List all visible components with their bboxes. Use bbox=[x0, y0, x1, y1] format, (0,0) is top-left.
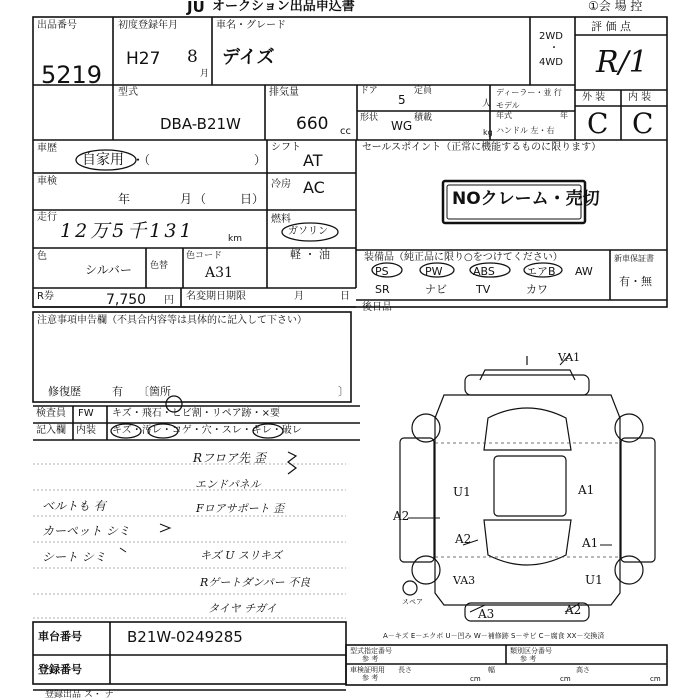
warranty-label: 新車保証書 bbox=[614, 254, 654, 263]
capacity-label: 定員 bbox=[414, 86, 433, 96]
model-spec-ref: 参 考 bbox=[362, 655, 379, 663]
handwritten-note: タイヤ チガイ bbox=[208, 602, 277, 615]
fuel-diesel: 軽 ・ 油 bbox=[290, 248, 330, 261]
history-close: ） bbox=[254, 153, 267, 167]
equipment-pw: PW bbox=[425, 265, 443, 278]
logo: JU bbox=[187, 0, 205, 16]
damage-mark: U1 bbox=[585, 573, 603, 587]
damage-mark: U1 bbox=[453, 485, 471, 499]
drive-4wd: 4WD bbox=[539, 57, 563, 68]
inspection-day: 日） bbox=[240, 192, 265, 206]
shift-label: シフト bbox=[271, 142, 301, 153]
color-change-label: 色替 bbox=[150, 261, 169, 271]
form-banner: オークション出品申込書 bbox=[212, 0, 355, 14]
equipment-abs: ABS bbox=[473, 265, 495, 278]
displacement-label: 排気量 bbox=[269, 87, 299, 98]
inspector-exterior-list: キズ・飛石・ヒビ割・リペア跡・×要 bbox=[112, 408, 280, 419]
equipment-leather: カワ bbox=[526, 283, 548, 296]
aircon-value: AC bbox=[303, 178, 325, 197]
inspection-open: （ bbox=[194, 192, 207, 206]
damage-mark: A3 bbox=[478, 607, 495, 621]
sales-point-label: セールスポイント（正常に機能するものに限ります） bbox=[362, 142, 602, 153]
inspection-label: 車検 bbox=[37, 176, 57, 187]
interior-grade: C bbox=[632, 107, 654, 140]
evaluation-label: 評 価 点 bbox=[591, 20, 631, 33]
shift-value: AT bbox=[303, 151, 323, 170]
no-claim-stamp: NOクレーム・売切 bbox=[452, 189, 600, 209]
inspection-year: 年 bbox=[118, 192, 131, 206]
handwritten-note: Rフロア先 歪 bbox=[193, 451, 266, 465]
aircon-label: 冷房 bbox=[271, 179, 291, 190]
repair-close: 〕 bbox=[338, 385, 349, 398]
lot-number: 5219 bbox=[41, 61, 103, 89]
repair-history-label: 修復歴 bbox=[48, 385, 81, 398]
recycle-unit: 円 bbox=[164, 295, 174, 306]
mileage-value: 12万5千131 bbox=[60, 220, 195, 242]
color-value: シルバー bbox=[85, 263, 132, 277]
recycle-label: R券 bbox=[37, 291, 54, 302]
dealer-label: ディーラー・並 行 bbox=[496, 88, 562, 97]
reg-number-label: 登録番号 bbox=[38, 663, 82, 676]
chassis-number: B21W-0249285 bbox=[127, 628, 243, 646]
equipment-label: 装備品（純正品に限り○をつけてください） bbox=[364, 252, 563, 263]
displacement-value: 660 bbox=[296, 114, 329, 134]
load-unit: kg bbox=[483, 128, 493, 137]
equipment-sr: SR bbox=[375, 283, 390, 296]
color-code: A31 bbox=[205, 265, 233, 281]
inspector-label: 検査員 bbox=[36, 408, 66, 419]
notes-label: 注意事項申告欄（不具合内容等は具体的に記入して下さい） bbox=[37, 315, 307, 326]
aftermarket-label: 後日品 bbox=[362, 302, 392, 313]
inspector-entry-label: 記入欄 bbox=[36, 425, 66, 436]
width-unit: cm bbox=[560, 675, 571, 683]
handwritten-note: ベルトも 有 bbox=[42, 499, 106, 513]
spare-label: スペア bbox=[402, 598, 423, 606]
handwritten-note: シート シミ bbox=[42, 550, 106, 564]
deadline-label: 名変期日期限 bbox=[186, 291, 246, 302]
repair-detail: 〔箇所 bbox=[138, 385, 171, 398]
car-name-label: 車名・グレード bbox=[216, 20, 286, 31]
model-spec-label: 型式指定番号 bbox=[350, 647, 392, 655]
damage-mark: VA1 bbox=[558, 351, 581, 364]
length-unit: cm bbox=[470, 675, 481, 683]
handle-label: ハンドル 左・右 bbox=[496, 126, 555, 135]
fuel-gasoline: ガソリン bbox=[288, 226, 328, 237]
damage-mark: A2 bbox=[393, 509, 410, 523]
color-label: 色 bbox=[37, 251, 47, 262]
mileage-label: 走行 bbox=[37, 212, 57, 223]
hall-copy-label: ①会 場 控 bbox=[588, 0, 643, 13]
inspector-fw: FW bbox=[78, 408, 94, 419]
equipment-ps: PS bbox=[375, 265, 389, 278]
damage-legend: A－キズ E－エクボ U－凹み W－補修跡 S－サビ C－腐食 XX－交換済 bbox=[383, 632, 605, 640]
width-label: 幅 bbox=[488, 666, 495, 674]
drive-2wd: 2WD bbox=[539, 31, 563, 42]
evaluation-score: R/1 bbox=[596, 45, 648, 80]
mileage-unit: km bbox=[228, 234, 242, 244]
capacity-unit: 人 bbox=[482, 99, 492, 109]
model-year-suffix: 年 bbox=[560, 111, 568, 120]
inspector-interior-list: キズ・汚レ・コゲ・穴・スレ・キレ・破レ bbox=[112, 425, 302, 436]
load-label: 積載 bbox=[414, 113, 433, 123]
model-year-unit: 年式 bbox=[496, 111, 512, 120]
doors-label: ドア bbox=[360, 86, 378, 96]
damage-mark: A1 bbox=[582, 536, 599, 550]
handwritten-note: カーペット シミ bbox=[42, 524, 130, 538]
height-label: 高さ bbox=[576, 666, 590, 674]
recycle-amount: 7,750 bbox=[106, 292, 147, 308]
displacement-unit: cc bbox=[340, 126, 351, 137]
registration-month-unit: 月 bbox=[200, 69, 210, 79]
doors-value: 5 bbox=[398, 93, 406, 107]
fuel-label: 燃料 bbox=[271, 214, 291, 225]
exterior-grade: C bbox=[587, 107, 609, 140]
deadline-day: 日 bbox=[340, 291, 350, 302]
cert-label: 車検証明用 bbox=[350, 666, 385, 674]
equipment-aw: AW bbox=[575, 265, 593, 278]
damage-mark: A1 bbox=[578, 483, 595, 497]
handwritten-note: エンドパネル bbox=[195, 478, 261, 491]
interior-label: 内 装 bbox=[628, 92, 652, 103]
warranty-value: 有・無 bbox=[619, 275, 652, 288]
cert-ref: 参 考 bbox=[362, 674, 379, 682]
drive-dot: ・ bbox=[549, 43, 559, 54]
shape-value: WG bbox=[391, 119, 413, 133]
car-name: デイズ bbox=[222, 47, 275, 68]
damage-mark: A2 bbox=[565, 603, 582, 617]
inspection-month: 月 bbox=[180, 192, 193, 206]
lot-number-label: 出品番号 bbox=[37, 20, 77, 31]
handwritten-note: Rゲートダンパー 不良 bbox=[200, 576, 311, 589]
registration-label: 初度登録年月 bbox=[118, 20, 178, 31]
history-label: 車歴 bbox=[37, 143, 57, 154]
model-code: DBA-B21W bbox=[160, 115, 241, 133]
color-code-label: 色コード bbox=[186, 251, 223, 261]
registration-year: H27 bbox=[126, 49, 161, 69]
equipment-airbag: エアB bbox=[526, 265, 556, 278]
equipment-tv: TV bbox=[476, 283, 491, 296]
handwritten-note: キズ U スリキズ bbox=[200, 549, 282, 562]
class-ref: 参 考 bbox=[520, 655, 537, 663]
exterior-label: 外 装 bbox=[582, 92, 606, 103]
damage-mark: A2 bbox=[455, 532, 472, 546]
history-paren: ・（ bbox=[132, 153, 151, 167]
length-label: 長さ bbox=[398, 666, 412, 674]
height-unit: cm bbox=[650, 675, 661, 683]
history-value: 自家用 bbox=[82, 152, 124, 168]
shape-label: 形状 bbox=[360, 113, 379, 123]
model-label: 型式 bbox=[118, 87, 138, 98]
deadline-month: 月 bbox=[294, 291, 304, 302]
equipment-navi: ナビ bbox=[425, 283, 447, 296]
registration-month: 8 bbox=[187, 47, 198, 67]
handwritten-note: Fロアサポート 歪 bbox=[196, 502, 285, 515]
class-label: 類別区分番号 bbox=[510, 647, 552, 655]
chassis-label: 車台番号 bbox=[38, 630, 82, 643]
inspector-interior: 内装 bbox=[76, 425, 96, 436]
model-year-label: モデル bbox=[496, 101, 520, 110]
damage-mark: VA3 bbox=[453, 574, 476, 587]
repair-history-value: 有 bbox=[112, 385, 123, 398]
footer-text: 登録出品 ス・ ナ bbox=[45, 690, 114, 700]
